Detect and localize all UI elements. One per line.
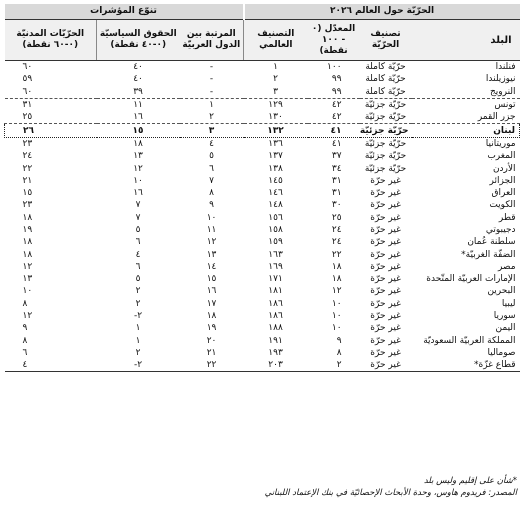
table-row <box>5 86 520 99</box>
cell-world-rank: ١٤٨ <box>268 200 283 211</box>
cell-civil-liberties: ٨ <box>22 298 28 309</box>
cell-civil-liberties: ٢٦ <box>5 124 97 137</box>
cell-political-rights: ٦ <box>135 237 141 248</box>
cell-civil-liberties: ٦٠ <box>22 62 33 73</box>
cell-country: لبنان <box>412 124 520 137</box>
cell-average: ٤٢ <box>308 111 360 124</box>
cell-civil-liberties: ١٣ <box>22 274 33 285</box>
cell-civil-liberties: ٢٣ <box>22 200 33 211</box>
cell-world-rank: ١٨٨ <box>268 323 283 334</box>
cell-classification: غير حرّة <box>370 249 401 260</box>
cell-political-rights: ٥ <box>135 274 141 285</box>
table-row <box>5 224 520 236</box>
cell-world-rank: ١ <box>273 62 278 73</box>
cell-classification: غير حرّة <box>370 286 401 297</box>
cell-political-rights: ٤٠ <box>133 62 143 73</box>
table-row <box>5 150 520 162</box>
cell-arab-rank: ١٩ <box>206 323 217 334</box>
cell-world-rank: ١٣٦ <box>268 138 283 149</box>
cell-average: ١٠ <box>331 323 342 334</box>
cell-arab-rank: - <box>209 74 214 85</box>
cell-average: ٣٤ <box>331 163 342 174</box>
cell-average: ٢٢ <box>331 249 342 260</box>
cell-civil-liberties: ١٢ <box>22 261 33 272</box>
cell-political-rights: ٧ <box>135 200 141 211</box>
cell-world-rank: ١٥٨ <box>268 225 283 235</box>
cell-country: المغرب <box>487 151 516 162</box>
cell-classification: حرّيّة كاملة <box>360 86 412 99</box>
cell-world-rank: ١٨١ <box>268 286 283 297</box>
table-row <box>5 285 520 297</box>
cell-arab-rank: - <box>209 62 214 73</box>
cell-arab-rank: ١ <box>209 100 214 111</box>
table-row <box>5 111 520 124</box>
column-header-average: المعدّل (٠ - ١٠٠ نقطة) <box>308 20 360 61</box>
cell-average: ٢٤ <box>331 237 342 248</box>
cell-country: صوماليا <box>487 347 516 358</box>
cell-civil-liberties: ٢٥ <box>5 111 97 124</box>
table-row <box>5 162 520 174</box>
cell-average: ١٠ <box>331 298 342 309</box>
cell-world-rank: ١٦٣ <box>268 249 283 260</box>
cell-country: تونس <box>494 100 516 111</box>
cell-political-rights: ٤٠ <box>133 74 143 85</box>
cell-average: ١٨ <box>331 274 342 285</box>
table-row <box>5 124 520 137</box>
cell-arab-rank: - <box>180 86 244 99</box>
cell-classification: غير حرّة <box>370 200 401 211</box>
cell-world-rank: ١٤٦ <box>268 188 283 199</box>
cell-civil-liberties: ٢٤ <box>22 151 33 162</box>
cell-arab-rank: ٢٠ <box>206 335 217 346</box>
cell-country: المملكة العربيّة السعوديّة <box>423 335 516 346</box>
cell-political-rights: ١٦ <box>97 111 180 124</box>
cell-classification: غير حرّة <box>370 323 401 334</box>
table-row <box>5 61 520 74</box>
notes <box>265 475 517 499</box>
cell-world-rank: ٢ <box>273 74 278 85</box>
cell-classification: غير حرّة <box>370 261 401 272</box>
cell-arab-rank: ٦ <box>209 163 214 174</box>
cell-world-rank: ١٣٨ <box>268 163 283 174</box>
cell-arab-rank: ٧ <box>209 175 214 186</box>
cell-average: ١٠٠ <box>327 62 342 73</box>
cell-world-rank: ١٩١ <box>268 335 283 346</box>
cell-arab-rank: ٢٢ <box>180 359 244 372</box>
cell-world-rank: ١٥٩ <box>268 237 283 248</box>
cell-political-rights: ١١ <box>133 100 143 111</box>
cell-average: ٤١ <box>331 138 342 149</box>
cell-average: ٣١ <box>331 175 342 186</box>
cell-country: موريتانيا <box>485 138 516 149</box>
cell-country: فنلندا <box>495 62 516 73</box>
cell-average: ١٠ <box>331 311 342 322</box>
footnote: *شأن على إقليم وليس بلد <box>423 476 517 486</box>
cell-average: ١٢ <box>331 286 342 297</box>
table-row <box>5 236 520 248</box>
table-row <box>5 347 520 359</box>
cell-civil-liberties: ٤ <box>5 359 97 372</box>
cell-average: ٢ <box>308 359 360 372</box>
cell-classification: غير حرّة <box>370 274 401 285</box>
cell-political-rights: ٦ <box>135 261 141 272</box>
cell-political-rights: ٣٩ <box>97 86 180 99</box>
column-header-civil-liberties: الحرّيّات المدنيّة (٠-٦٠ نقطة) <box>5 20 97 61</box>
cell-country: الكويت <box>489 200 516 211</box>
cell-world-rank: ١٣٠ <box>244 111 308 124</box>
cell-average: ٤٢ <box>331 100 342 111</box>
cell-political-rights: ٤ <box>135 249 141 260</box>
cell-world-rank: ٢٠٣ <box>244 359 308 372</box>
cell-country: البحرين <box>487 286 516 297</box>
cell-classification: غير حرّة <box>370 311 401 322</box>
cell-world-rank: ١٩٣ <box>268 347 283 358</box>
cell-arab-rank: ٨ <box>209 188 214 199</box>
cell-world-rank: ١٢٩ <box>268 100 283 111</box>
header-columns-row <box>5 20 520 61</box>
cell-arab-rank: ١٥ <box>206 274 217 285</box>
cell-arab-rank: ١٤ <box>206 261 217 272</box>
cell-civil-liberties: ٢١ <box>22 175 33 186</box>
table-row <box>5 187 520 199</box>
cell-country: الضفّة الغربيّة* <box>461 249 516 260</box>
cell-classification: حرّيّة جزئيّة <box>360 124 412 137</box>
table-row <box>5 322 520 334</box>
cell-civil-liberties: ٦٠ <box>5 86 97 99</box>
cell-arab-rank: ١٨ <box>206 311 217 322</box>
cell-classification: غير حرّة <box>370 298 401 309</box>
cell-political-rights: ١٢ <box>133 163 143 174</box>
table-row <box>5 212 520 224</box>
column-header-country: البلد <box>412 20 520 61</box>
cell-world-rank: ١٨٦ <box>268 311 283 322</box>
column-header-world-rank: التصنيف العالمي <box>244 20 308 61</box>
table-row <box>5 248 520 260</box>
cell-political-rights: ١٠ <box>133 175 143 186</box>
table-row <box>5 261 520 273</box>
cell-civil-liberties: ١٢ <box>22 311 33 322</box>
cell-world-rank: ١٣٧ <box>268 151 283 162</box>
cell-world-rank: ١٦٩ <box>268 261 283 272</box>
cell-world-rank: ٣ <box>244 86 308 99</box>
column-header-classification: تصنيف الحرّيّة <box>360 20 412 61</box>
cell-world-rank: ١٨٦ <box>268 298 283 309</box>
cell-arab-rank: ١٠ <box>206 212 217 223</box>
cell-country: قطاع غزّة* <box>412 359 520 372</box>
cell-country: ليبيا <box>501 298 516 309</box>
table-row <box>5 73 520 85</box>
cell-civil-liberties: ٣١ <box>22 100 33 111</box>
group-header-indicators: تنوّع المؤشرات <box>5 4 244 20</box>
table-row <box>5 310 520 322</box>
cell-country: النرويج <box>412 86 520 99</box>
cell-political-rights: ٢ <box>135 347 141 358</box>
cell-classification: حرّيّة كاملة <box>365 62 406 73</box>
cell-arab-rank: ١٦ <box>206 286 217 297</box>
cell-civil-liberties: ١٨ <box>22 249 33 260</box>
cell-country: دجيبوتي <box>485 225 516 235</box>
cell-country: الأردن <box>492 163 516 174</box>
cell-classification: غير حرّة <box>370 188 401 199</box>
cell-country: مصر <box>497 261 516 272</box>
source-note: المصدر: فريدوم هاوس، وحدة الأبحاث الإحصائيّة في بنك الإعتماد اللبناني <box>264 488 517 498</box>
table-row <box>5 335 520 347</box>
cell-political-rights: ٧ <box>135 212 141 223</box>
cell-classification: غير حرّة <box>360 359 412 372</box>
freedom-index-table <box>4 4 520 372</box>
cell-average: ٤١ <box>308 124 360 137</box>
cell-civil-liberties: ٦ <box>22 347 28 358</box>
cell-classification: حرّيّة جزئيّة <box>364 100 407 111</box>
table-row <box>5 98 520 111</box>
cell-political-rights: ١٦ <box>133 188 143 199</box>
cell-political-rights: ١ <box>135 335 141 346</box>
table-row <box>5 298 520 310</box>
cell-average: ٩٩ <box>331 74 342 85</box>
table-row <box>5 359 520 372</box>
cell-classification: غير حرّة <box>370 347 401 358</box>
cell-classification: حرّيّة جزئيّة <box>364 163 407 174</box>
cell-political-rights: ١٥ <box>97 124 180 137</box>
cell-country: الإمارات العربيّة المتّحدة <box>426 274 516 285</box>
cell-arab-rank: ١٣ <box>206 249 217 260</box>
cell-average: ٩ <box>336 335 342 346</box>
cell-civil-liberties: ١٨ <box>22 237 33 248</box>
cell-civil-liberties: ٢٢ <box>22 163 33 174</box>
cell-political-rights: ١٣ <box>133 151 143 162</box>
cell-country: جزر القمر <box>412 111 520 124</box>
cell-political-rights: ٢ <box>135 286 141 297</box>
cell-arab-rank: ٤ <box>209 138 214 149</box>
cell-political-rights: ٢- <box>133 311 143 322</box>
cell-classification: حرّيّة كاملة <box>365 74 406 85</box>
cell-country: اليمن <box>495 323 516 334</box>
cell-arab-rank: ٥ <box>209 151 214 162</box>
cell-arab-rank: ١١ <box>206 225 217 235</box>
cell-world-rank: ١٥٦ <box>268 212 283 223</box>
cell-world-rank: ١٣٢ <box>244 124 308 137</box>
table-row <box>5 199 520 211</box>
cell-arab-rank: ٩ <box>209 200 214 211</box>
table-row <box>5 137 520 150</box>
cell-average: ٣١ <box>331 188 342 199</box>
cell-political-rights: ٢- <box>97 359 180 372</box>
cell-world-rank: ١٤٥ <box>268 175 283 186</box>
cell-average: ١٨ <box>331 261 342 272</box>
cell-average: ٢٤ <box>331 225 342 235</box>
cell-country: سلطنة عُمان <box>467 237 516 248</box>
cell-classification: غير حرّة <box>370 175 401 186</box>
cell-average: ٢٥ <box>331 212 342 223</box>
cell-civil-liberties: ١٩ <box>22 225 33 235</box>
cell-arab-rank: ١٢ <box>206 237 217 248</box>
cell-arab-rank: ١٧ <box>206 298 217 309</box>
cell-political-rights: ١٨ <box>133 138 143 149</box>
cell-classification: حرّيّة جزئيّة <box>364 138 407 149</box>
cell-average: ٩٩ <box>308 86 360 99</box>
cell-classification: غير حرّة <box>370 335 401 346</box>
cell-classification: غير حرّة <box>370 225 401 235</box>
cell-arab-rank: ٢ <box>180 111 244 124</box>
cell-world-rank: ١٧١ <box>268 274 283 285</box>
cell-civil-liberties: ٥٩ <box>22 74 33 85</box>
cell-civil-liberties: ١٠ <box>22 286 33 297</box>
cell-classification: غير حرّة <box>370 212 401 223</box>
cell-country: سوريا <box>493 311 516 322</box>
cell-political-rights: ٢ <box>135 298 141 309</box>
table-row <box>5 273 520 285</box>
column-header-arab-rank: المرتبة بين الدول العربيّة <box>180 20 244 61</box>
group-header-year: الحرّيّة حول العالم ٢٠٢٦ <box>244 4 520 20</box>
cell-average: ٣٠ <box>331 200 342 211</box>
cell-country: الجزائر <box>489 175 516 186</box>
cell-civil-liberties: ٢٣ <box>22 138 33 149</box>
cell-classification: حرّيّة جزئيّة <box>364 151 407 162</box>
cell-civil-liberties: ١٥ <box>22 188 33 199</box>
table-body <box>5 61 520 372</box>
cell-arab-rank: ٢١ <box>206 347 217 358</box>
cell-political-rights: ٥ <box>135 225 141 235</box>
cell-arab-rank: ٣ <box>180 124 244 137</box>
cell-classification: حرّيّة جزئيّة <box>360 111 412 124</box>
cell-country: قطر <box>498 212 516 223</box>
cell-average: ٨ <box>336 347 342 358</box>
cell-country: العراق <box>491 188 516 199</box>
cell-civil-liberties: ١٨ <box>22 212 33 223</box>
cell-political-rights: ١ <box>135 323 141 334</box>
table-row <box>5 175 520 187</box>
cell-average: ٣٧ <box>331 151 342 162</box>
cell-classification: غير حرّة <box>370 237 401 248</box>
cell-civil-liberties: ٩ <box>22 323 28 334</box>
header-group-row <box>5 4 520 20</box>
cell-civil-liberties: ٨ <box>22 335 28 346</box>
column-header-political-rights: الحقوق السياسيّة (٠-٤٠ نقطة) <box>97 20 180 61</box>
cell-country: نيوزيلندا <box>485 74 516 85</box>
